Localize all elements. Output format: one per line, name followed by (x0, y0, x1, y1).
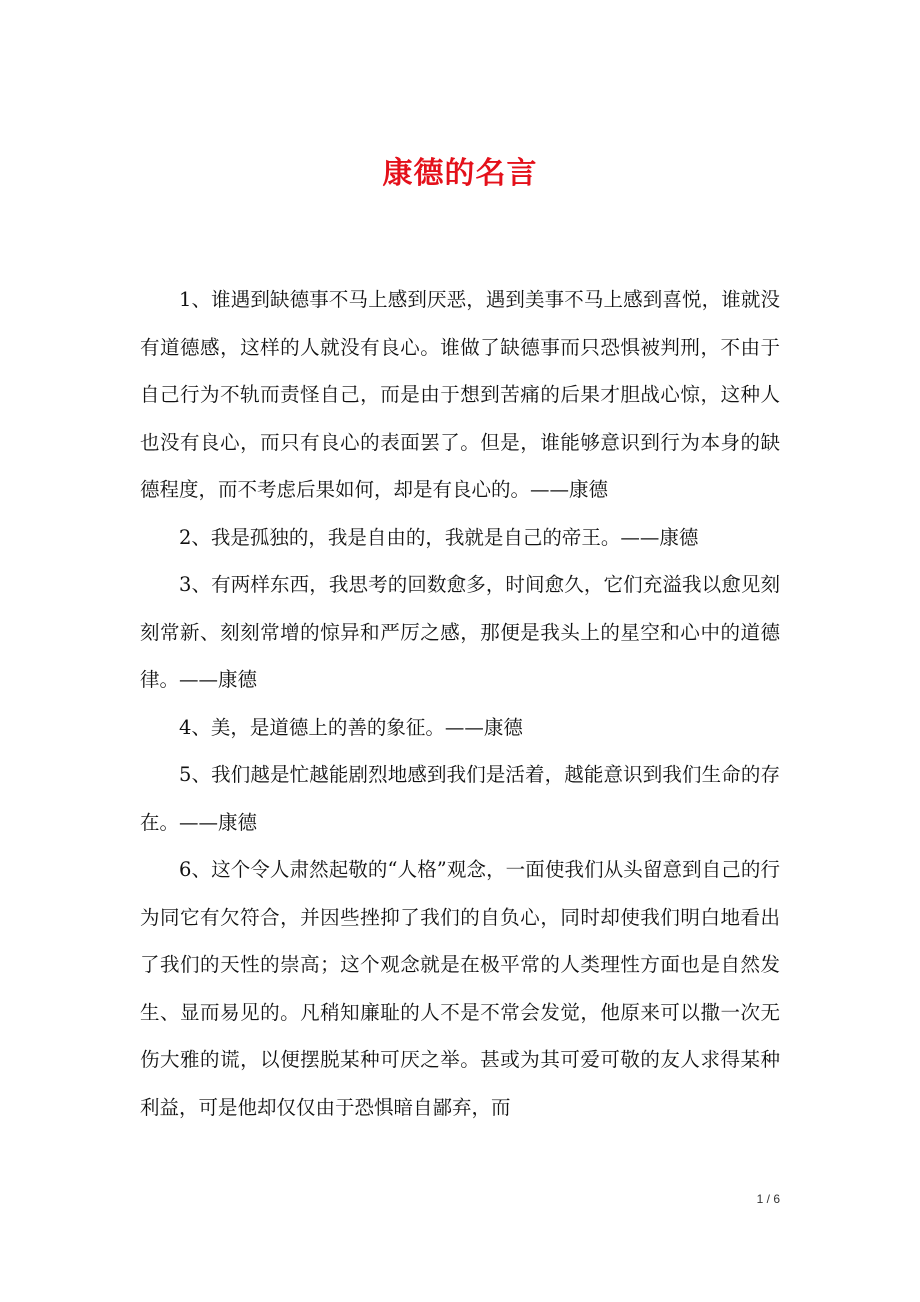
quote-paragraph-2: 2、我是孤独的，我是自由的，我就是自己的帝王。——康德 (179, 525, 699, 549)
quote-paragraph-4: 4、美，是道德上的善的象征。——康德 (179, 715, 523, 739)
document-body (140, 276, 780, 1131)
page-number: 1 / 6 (756, 1192, 780, 1206)
quote-paragraph-5: 5、我们越是忙越能剧烈地感到我们是活着，越能意识到我们生命的存在。——康德 (140, 763, 780, 834)
page-title: 康德的名言 (382, 156, 538, 191)
quote-paragraph-3: 3、有两样东西，我思考的回数愈多，时间愈久，它们充溢我以愈见刻刻常新、刻刻常增的惊异和严厉之感，那便是我头上的星空和心中的道德律。——康德 (140, 573, 780, 691)
quote-paragraph-6: 6、这个令人肃然起敬的“人格”观念，一面使我们从头留意到自己的行为同它有欠符合，并因些挫抑了我们的自负心，同时却使我们明白地看出了我们的天性的崇高；这个观念就是在极平常的人类理性方面也是自然发生、显而易见的。凡稍知廉耻的人不是不常会发觉，他原来可以撒一次无伤大雅的谎，以便摆脱某种可厌之举。甚或为其可爱可敬的友人求得某种利益，可是他却仅仅由于恐惧暗自鄙弃，而 (140, 858, 780, 1119)
quote-paragraph-1: 1、谁遇到缺德事不马上感到厌恶，遇到美事不马上感到喜悦，谁就没有道德感，这样的人就没有良心。谁做了缺德事而只恐惧被判刑，不由于自己行为不轨而责怪自己，而是由于想到苦痛的后果才胆战心惊，这种人也没有良心，而只有良心的表面罢了。但是，谁能够意识到行为本身的缺德程度，而不考虑后果如何，却是有良心的。——康德 (140, 288, 780, 501)
